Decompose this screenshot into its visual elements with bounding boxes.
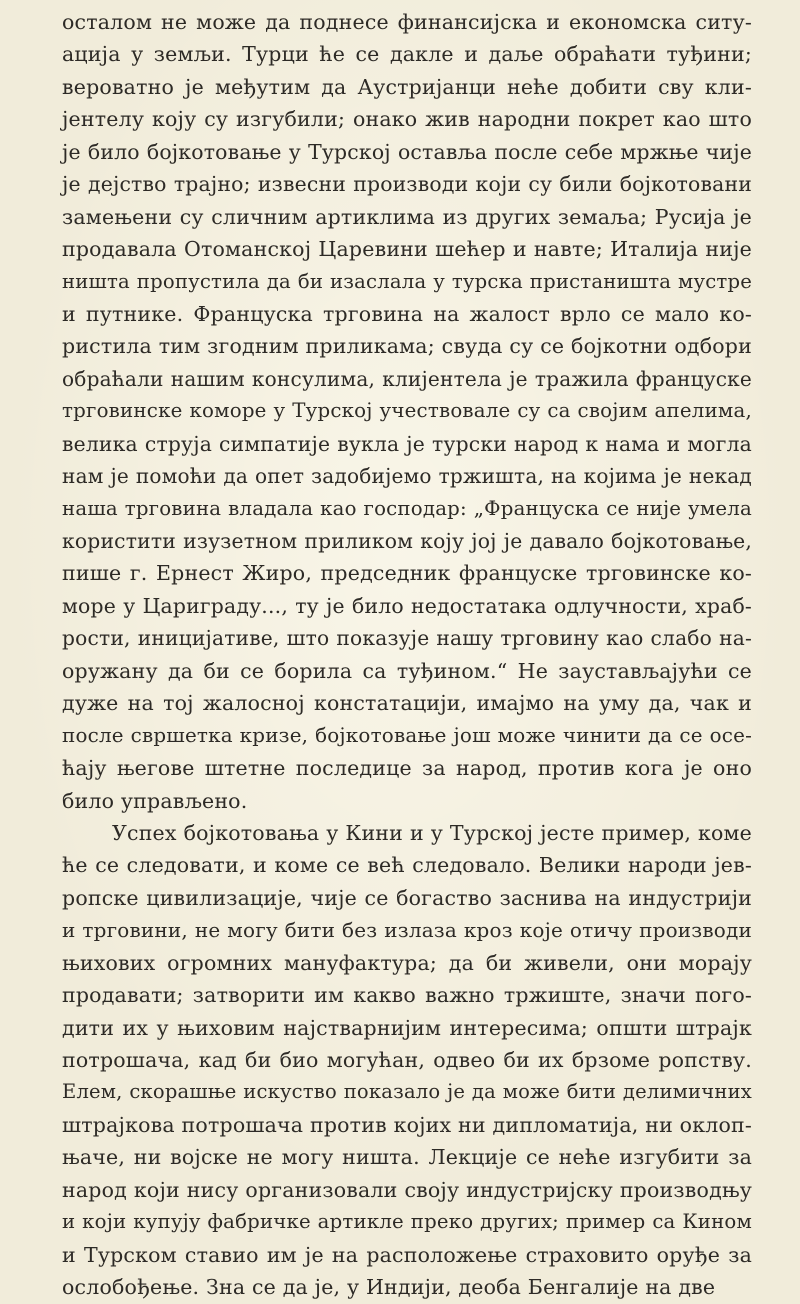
text-line: обраћали нашим консулима, клијентела је тражила француске	[62, 366, 752, 391]
text-line: осталом не може да поднесе финансијска и економска ситу-	[62, 10, 752, 34]
text-line: је било бојкотовање у Турској оставља после себе мржње чије	[62, 139, 752, 164]
body-text	[62, 6, 752, 1304]
text-line: и који купују фабричке артикле преко других; пример са Кином	[62, 1210, 752, 1234]
text-line: народ који нису организовали своју индустријску производњу	[62, 1177, 752, 1202]
text-line: оружану да би се борила са туђином.“ Не заустављајући се	[62, 658, 752, 683]
text-line: ћају његове штетне последице за народ, против кога је оно	[62, 756, 752, 781]
text-line: наша трговина владала као господар: „Француска се није умела	[62, 496, 752, 520]
text-line: потрошача, кад би био могућан, одвео би их брзоме ропству.	[62, 1048, 752, 1072]
text-line: замењени су сличним артиклима из других земаља; Русија је	[62, 204, 752, 229]
text-line: ација у земљи. Турци ће се дакле и даље обраћати туђини;	[62, 42, 752, 67]
text-line: море у Цариграду..., ту је било недостатака одлучности, храб-	[62, 593, 752, 618]
text-line: пише г. Ернест Жиро, председник француске трговинске ко-	[62, 561, 752, 586]
text-line: је дејство трајно; извесни производи који су били бојкотовани	[62, 172, 752, 197]
text-line: вероватно је међутим да Аустријанци неће добити сву кли-	[62, 74, 752, 99]
text-line: њихових огромних мануфактура; да би живели, они морају	[62, 950, 752, 975]
text-line: продавала Отоманској Царевини шећер и навте; Италија није	[62, 237, 752, 262]
text-line: ропске цивилизације, чије се богаство заснива на индустрији	[62, 885, 752, 910]
text-line: њаче, ни војске не могу ништа. Лекције се неће изгубити за	[62, 1145, 752, 1170]
text-line: Успех бојкотовања у Кини и у Турској јесте пример, коме	[112, 820, 752, 845]
text-line: и Турском ставио им је на расположење страховито оруђе за	[62, 1242, 752, 1267]
text-line: јентелу коју су изгубили; онако жив народни покрет као што	[62, 107, 752, 132]
text-line: после свршетка кризе, бојкотовање још може чинити да се осе-	[62, 723, 752, 747]
text-line: продавати; затворити им какво важно тржиште, значи пого-	[62, 983, 752, 1008]
text-line: било управљено.	[62, 788, 248, 813]
text-line: и трговини, не могу бити без излаза кроз које отичу производи	[62, 918, 752, 943]
text-line: трговинске коморе у Турској учествовале су са својим апелима,	[62, 399, 752, 423]
text-line: дуже на тој жалосној констатацији, имајмо на уму да, чак и	[62, 691, 752, 716]
text-line: и путнике. Француска трговина на жалост врло се мало ко-	[62, 301, 752, 326]
text-line: штрајкова потрошача против којих ни дипломатија, ни оклоп-	[62, 1112, 752, 1137]
text-line: ће се следовати, и коме се већ следовало. Велики народи јев-	[62, 853, 752, 878]
text-line: нам је помоћи да опет задобијемо тржишта, на којима је некад	[62, 464, 752, 489]
text-line: дити их у њиховим најстварнијим интересима; општи штрајк	[62, 1015, 752, 1040]
text-line: ристила тим згодним приликама; свуда су се бојкотни одбори	[62, 334, 752, 359]
text-line: велика струја симпатије вукла је турски народ к нама и могла	[62, 431, 752, 456]
text-line: ништа пропустила да би изаслала у турска пристаништа мустре	[62, 269, 752, 293]
text-line: ослобођење. Зна се да је, у Индији, деоба Бенгалије на две	[62, 1275, 716, 1300]
text-line: рости, иницијативе, што показује нашу трговину као слабо на-	[62, 626, 752, 651]
text-line: Елем, скорашње искуство показало је да може бити делимичних	[62, 1080, 752, 1104]
text-line: користити изузетном приликом коју јој је давало бојкотовање,	[62, 529, 752, 553]
